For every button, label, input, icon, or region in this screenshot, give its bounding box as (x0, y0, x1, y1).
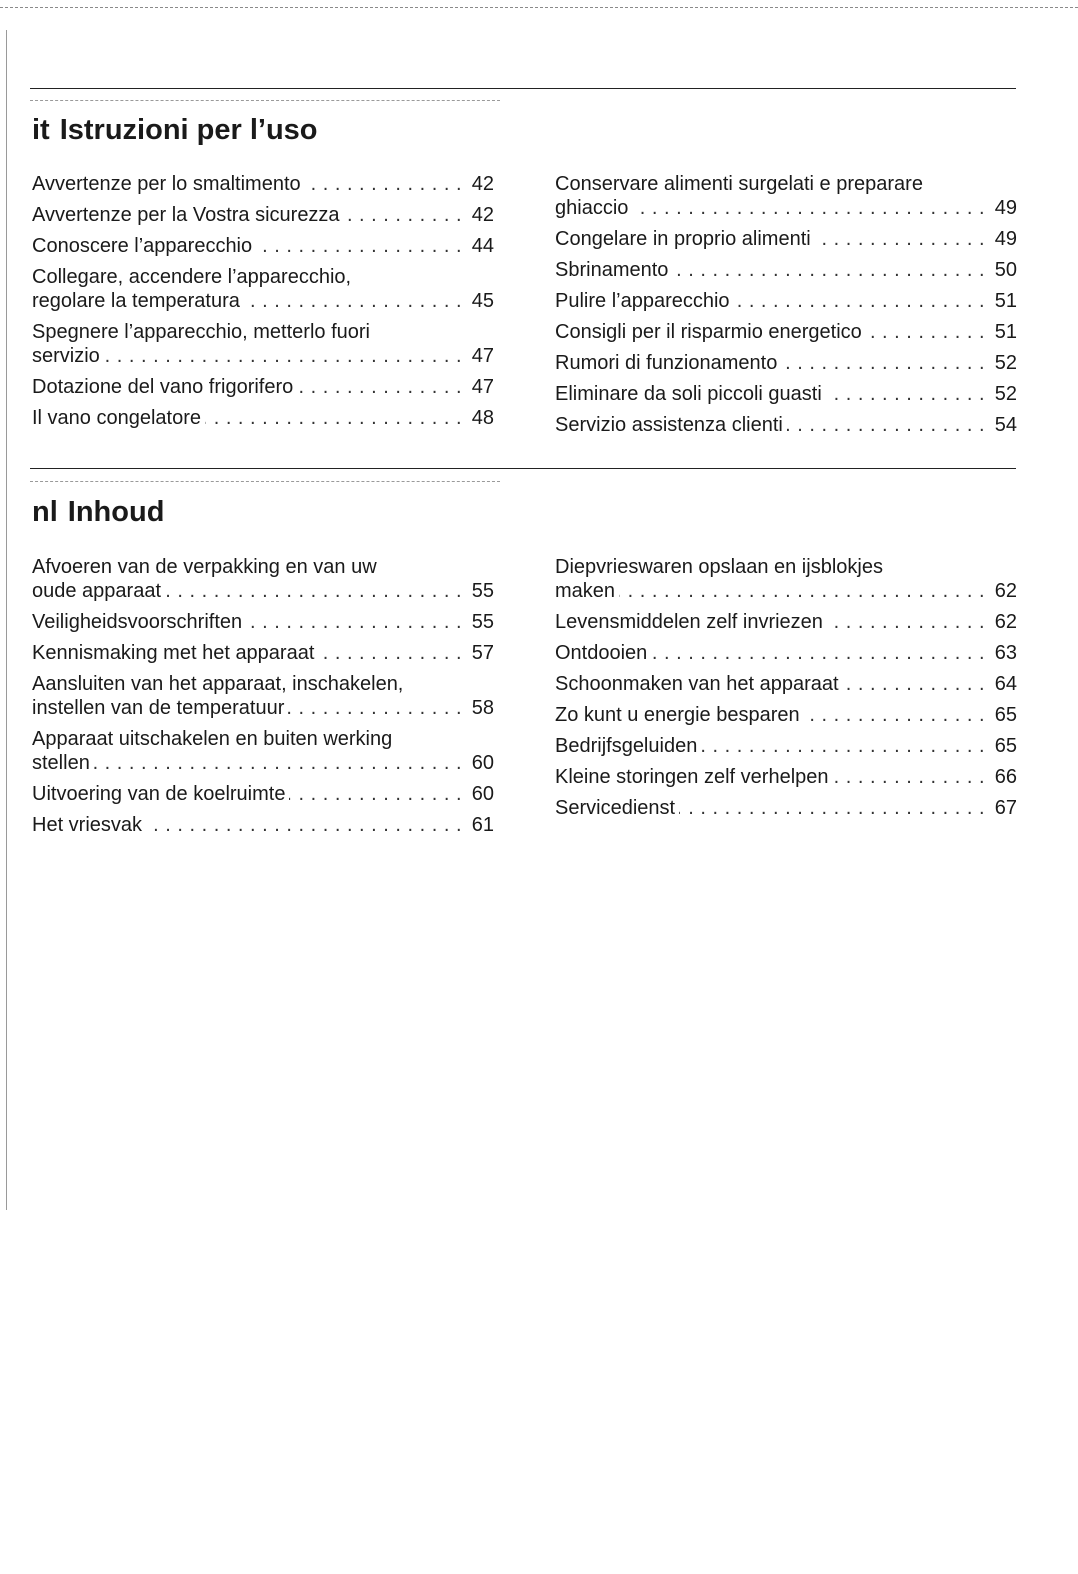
toc-entry-title (32, 727, 460, 775)
toc-entry-title (555, 610, 983, 634)
toc-entry-page: 55 (471, 611, 494, 633)
toc-entry-title-text: Ontdooien (555, 642, 651, 664)
toc-entry-title (555, 555, 983, 603)
toc-entry-title (32, 782, 460, 806)
toc-entry (32, 375, 494, 399)
toc-entry-title-text: Apparaat uitschakelen en buiten werking stellen (32, 728, 393, 774)
toc-entry (32, 727, 494, 775)
toc-entry-title-text: Conoscere l’apparecchio (32, 235, 256, 257)
toc-nl-left (32, 555, 494, 844)
toc-entry-page: 62 (994, 580, 1017, 602)
toc-entry-title-text: Levensmiddelen zelf invriezen (555, 611, 827, 633)
toc-entry-title (555, 765, 983, 789)
toc-entry-title (32, 172, 460, 196)
toc-entry-title-text: Dotazione del vano frigorifero (32, 376, 297, 398)
toc-entry (32, 813, 494, 837)
toc-entry-title (32, 672, 460, 720)
lang-code-it: it (32, 114, 50, 146)
toc-entry-title-text: Zo kunt u energie besparen (555, 704, 804, 726)
toc-entry-page: 42 (471, 204, 494, 226)
toc-entry (555, 320, 1017, 344)
section-subrule-nl (30, 481, 500, 482)
toc-entry-page: 64 (994, 673, 1017, 695)
toc-entry-page: 42 (471, 173, 494, 195)
toc-entry (555, 610, 1017, 634)
toc-entry-title-text: Uitvoering van de koelruimte (32, 783, 289, 805)
toc-entry-title (555, 258, 983, 282)
toc-entry-title-text: Aansluiten van het apparaat, inschakelen, instellen van de temperatuur (32, 673, 404, 719)
toc-entry-page: 45 (471, 290, 494, 312)
toc-entry-title (32, 641, 460, 665)
toc-entry-title (555, 641, 983, 665)
toc-entry-page: 65 (994, 704, 1017, 726)
toc-entry-title-text: Eliminare da soli piccoli guasti (555, 383, 826, 405)
toc-entry (555, 765, 1017, 789)
toc-entry (555, 734, 1017, 758)
section-rule-it (30, 88, 1016, 89)
toc-entry-title-text: Bedrijfsgeluiden (555, 735, 701, 757)
toc-entry-page: 63 (994, 642, 1017, 664)
toc-entry (32, 610, 494, 634)
toc-entry (555, 227, 1017, 251)
heading-title-nl: Inhoud (67, 496, 165, 528)
toc-entry-title-text: Schoonmaken van het apparaat (555, 673, 843, 695)
toc-entry-page: 61 (471, 814, 494, 836)
toc-entry-title (32, 406, 460, 430)
scan-top-border (0, 7, 1078, 8)
toc-entry (555, 703, 1017, 727)
toc-entry-page: 51 (994, 321, 1017, 343)
toc-entry-title (32, 320, 460, 368)
toc-entry-title (555, 227, 983, 251)
toc-entry-page: 60 (471, 783, 494, 805)
toc-entry-title (555, 734, 983, 758)
toc-entry (555, 641, 1017, 665)
toc-entry-page: 60 (471, 752, 494, 774)
toc-it-right (555, 172, 1017, 444)
toc-entry-title-text: Avvertenze per la Vostra sicurezza (32, 204, 344, 226)
toc-entry-title (555, 172, 983, 220)
toc-entry-page: 47 (471, 376, 494, 398)
toc-entry (555, 672, 1017, 696)
toc-entry-title-text: Il vano congelatore (32, 407, 205, 429)
toc-entry-page: 49 (994, 197, 1017, 219)
section-rule-nl (30, 468, 1016, 469)
toc-it-left (32, 172, 494, 437)
toc-entry (32, 172, 494, 196)
toc-entry-title-text: Collegare, accendere l’apparecchio, regolare la temperatura (32, 266, 352, 312)
heading-it (32, 116, 318, 145)
toc-entry-page: 50 (994, 259, 1017, 281)
lang-code-nl: nl (32, 496, 58, 528)
toc-entry-title (32, 555, 460, 603)
toc-entry-page: 44 (471, 235, 494, 257)
toc-entry-title (555, 320, 983, 344)
toc-entry (32, 320, 494, 368)
toc-entry-title-text: Kennismaking met het apparaat (32, 642, 318, 664)
toc-entry-title-text: Servicedienst (555, 797, 679, 819)
toc-entry (555, 382, 1017, 406)
toc-entry-title (32, 203, 460, 227)
toc-entry-title (32, 265, 460, 313)
toc-nl-right (555, 555, 1017, 827)
toc-entry (555, 555, 1017, 603)
toc-entry-title (555, 672, 983, 696)
toc-entry (32, 265, 494, 313)
toc-entry (555, 413, 1017, 437)
toc-entry-title-text: Conservare alimenti surgelati e preparare ghiaccio (555, 173, 923, 219)
toc-entry-title-text: Afvoeren van de verpakking en van uw oude apparaat (32, 556, 377, 602)
toc-entry-page: 52 (994, 383, 1017, 405)
toc-entry-page: 67 (994, 797, 1017, 819)
toc-entry-title-text: Sbrinamento (555, 259, 672, 281)
toc-entry-page: 57 (471, 642, 494, 664)
toc-entry (555, 289, 1017, 313)
toc-entry-title (555, 703, 983, 727)
heading-nl (32, 498, 164, 527)
toc-entry (32, 203, 494, 227)
toc-entry-title (555, 796, 983, 820)
toc-entry-title (32, 375, 460, 399)
toc-entry-title-text: Spegnere l’apparecchio, metterlo fuori servizio (32, 321, 370, 367)
toc-entry-title (32, 610, 460, 634)
toc-entry-page: 47 (471, 345, 494, 367)
toc-entry-title (555, 413, 983, 437)
toc-entry-title-text: Veiligheidsvoorschriften (32, 611, 246, 633)
toc-entry-title-text: Congelare in proprio alimenti (555, 228, 815, 250)
toc-entry-title-text: Rumori di funzionamento (555, 352, 781, 374)
toc-entry (32, 641, 494, 665)
toc-entry-title-text: Diepvrieswaren opslaan en ijsblokjes maken (555, 556, 883, 602)
toc-entry-page: 58 (471, 697, 494, 719)
toc-entry (555, 351, 1017, 375)
toc-entry-title-text: Servizio assistenza clienti (555, 414, 787, 436)
toc-entry-title (32, 234, 460, 258)
toc-entry-page: 48 (471, 407, 494, 429)
toc-entry-title (32, 813, 460, 837)
toc-entry-page: 51 (994, 290, 1017, 312)
toc-entry-title-text: Kleine storingen zelf verhelpen (555, 766, 833, 788)
toc-entry (555, 258, 1017, 282)
toc-entry (555, 796, 1017, 820)
toc-entry (32, 782, 494, 806)
section-subrule-it (30, 100, 500, 101)
toc-entry-title-text: Avvertenze per lo smaltimento (32, 173, 305, 195)
toc-entry-page: 65 (994, 735, 1017, 757)
toc-entry (32, 234, 494, 258)
heading-title-it: Istruzioni per l’uso (59, 114, 318, 146)
scan-left-edge (6, 30, 7, 1210)
toc-entry-page: 52 (994, 352, 1017, 374)
toc-entry (32, 672, 494, 720)
toc-entry-title-text: Het vriesvak (32, 814, 146, 836)
toc-entry-title (555, 351, 983, 375)
toc-entry-title-text: Pulire l’apparecchio (555, 290, 734, 312)
toc-entry (32, 555, 494, 603)
toc-entry-page: 55 (471, 580, 494, 602)
toc-entry-page: 49 (994, 228, 1017, 250)
toc-entry (32, 406, 494, 430)
toc-entry-page: 54 (994, 414, 1017, 436)
toc-entry-page: 62 (994, 611, 1017, 633)
toc-entry (555, 172, 1017, 220)
toc-entry-page: 66 (994, 766, 1017, 788)
toc-entry-title (555, 382, 983, 406)
toc-entry-title (555, 289, 983, 313)
toc-entry-title-text: Consigli per il risparmio energetico (555, 321, 866, 343)
